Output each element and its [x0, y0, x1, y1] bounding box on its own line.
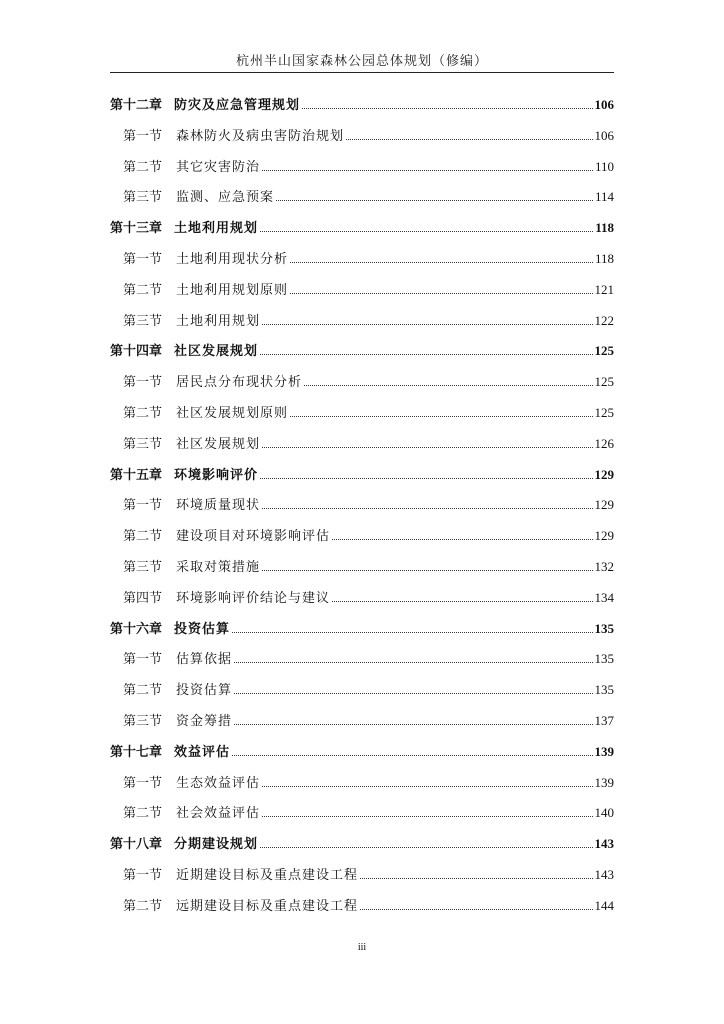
toc-entry-page: 129 [594, 466, 614, 482]
toc-entry-title: 土地利用规划原则 [176, 282, 289, 298]
toc-entry-page: 126 [594, 435, 614, 451]
toc-entry-label: 第一节 [123, 252, 163, 267]
header-divider [110, 72, 614, 73]
toc-chapter-entry[interactable] [110, 742, 614, 760]
toc-chapter-entry[interactable] [110, 834, 614, 852]
toc-entry-page: 139 [594, 774, 614, 790]
toc-entry-title: 环境质量现状 [176, 498, 261, 514]
toc-dot-leader [232, 755, 592, 756]
toc-entry-page: 122 [594, 312, 614, 328]
toc-entry-page: 110 [594, 158, 614, 174]
toc-entry-title: 环境影响评价 [174, 467, 259, 483]
toc-chapter-entry[interactable] [110, 465, 614, 483]
toc-section-entry[interactable] [110, 557, 614, 575]
toc-chapter-entry[interactable] [110, 619, 614, 637]
toc-entry-label: 第一节 [123, 128, 163, 144]
toc-entry-page: 125 [594, 405, 614, 420]
toc-dot-leader [332, 539, 592, 540]
toc-entry-label: 第三节 [123, 714, 163, 729]
toc-entry-title: 社区发展规划 [174, 344, 259, 360]
toc-entry-title: 近期建设目标及重点建设工程 [176, 868, 359, 883]
toc-entry-page: 143 [594, 867, 614, 882]
toc-entry-label: 第二节 [123, 406, 163, 421]
toc-section-entry[interactable] [110, 403, 614, 421]
toc-entry-title: 环境影响评价结论与建议 [176, 590, 331, 606]
toc-dot-leader [262, 324, 592, 325]
toc-dot-leader [302, 108, 592, 109]
toc-entry-title: 投资估算 [176, 683, 233, 699]
toc-entry-label: 第四节 [123, 590, 163, 606]
toc-entry-label: 第二节 [123, 159, 163, 175]
toc-dot-leader [262, 570, 592, 571]
toc-entry-title: 资金筹措 [176, 714, 233, 729]
toc-dot-leader [260, 847, 592, 848]
toc-entry-title: 社区发展规划 [176, 436, 261, 452]
toc-entry-label: 第十七章 [110, 744, 163, 760]
toc-dot-leader [260, 231, 593, 232]
toc-entry-label: 第二节 [123, 898, 163, 914]
toc-dot-leader [304, 385, 592, 386]
toc-entry-label: 第三节 [123, 560, 163, 575]
toc-entry-page: 139 [594, 743, 614, 759]
toc-entry-label: 第二节 [123, 806, 163, 822]
toc-entry-title: 土地利用规划 [176, 313, 261, 329]
toc-dot-leader [360, 878, 592, 879]
toc-entry-title: 居民点分布现状分析 [176, 375, 303, 391]
toc-dot-leader [360, 909, 592, 910]
toc-dot-leader [262, 508, 592, 509]
toc-entry-title: 估算依据 [176, 652, 233, 668]
toc-dot-leader [232, 632, 592, 633]
toc-section-entry[interactable] [110, 803, 614, 821]
toc-section-entry[interactable] [110, 495, 614, 513]
toc-entry-label: 第三节 [123, 190, 163, 206]
toc-entry-page: 129 [594, 528, 614, 544]
toc-entry-label: 第十三章 [110, 221, 163, 237]
toc-section-entry[interactable] [110, 311, 614, 329]
toc-entry-title: 建设项目对环境影响评估 [176, 529, 331, 545]
toc-section-entry[interactable] [110, 249, 614, 267]
toc-section-entry[interactable] [110, 896, 614, 914]
toc-entry-title: 防灾及应急管理规划 [174, 98, 301, 113]
toc-dot-leader [260, 478, 592, 479]
toc-entry-title: 投资估算 [174, 621, 231, 637]
toc-entry-page: 144 [594, 897, 614, 913]
toc-entry-label: 第一节 [123, 498, 163, 514]
toc-entry-page: 135 [594, 651, 614, 667]
toc-dot-leader [290, 416, 592, 417]
toc-entry-label: 第十八章 [110, 837, 163, 853]
toc-entry-title: 其它灾害防治 [176, 159, 261, 175]
toc-entry-title: 土地利用规划 [174, 221, 259, 237]
toc-entry-title: 采取对策措施 [176, 560, 261, 575]
toc-section-entry[interactable] [110, 434, 614, 452]
toc-section-entry[interactable] [110, 649, 614, 667]
toc-entry-label: 第二节 [123, 282, 163, 298]
toc-entry-label: 第三节 [123, 313, 163, 329]
toc-chapter-entry[interactable] [110, 218, 614, 236]
toc-section-entry[interactable] [110, 126, 614, 144]
toc-entry-label: 第十四章 [110, 344, 163, 360]
toc-dot-leader [276, 200, 593, 201]
toc-entry-page: 140 [594, 805, 614, 821]
toc-dot-leader [260, 354, 592, 355]
toc-dot-leader [290, 262, 593, 263]
toc-entry-title: 森林防火及病虫害防治规划 [176, 128, 345, 144]
toc-entry-page: 132 [594, 559, 614, 574]
toc-dot-leader [346, 139, 592, 140]
toc-entry-page: 135 [594, 682, 614, 698]
toc-section-entry[interactable] [110, 157, 614, 175]
toc-entry-title: 社区发展规划原则 [176, 406, 289, 421]
toc-entry-label: 第一节 [123, 868, 163, 883]
toc-entry-page: 121 [594, 281, 614, 297]
toc-entry-page: 106 [594, 127, 614, 143]
toc-dot-leader [290, 293, 592, 294]
toc-entry-title: 社会效益评估 [176, 806, 261, 822]
footer-page-number: iii [357, 942, 367, 953]
toc-dot-leader [262, 786, 592, 787]
toc-entry-page: 129 [594, 497, 614, 513]
toc-section-entry[interactable] [110, 865, 614, 883]
toc-entry-page: 137 [594, 713, 614, 728]
toc-section-entry[interactable] [110, 711, 614, 729]
toc-dot-leader [262, 816, 592, 817]
toc-entry-label: 第十二章 [110, 98, 163, 113]
toc-section-entry[interactable] [110, 372, 614, 390]
toc-entry-page: 118 [594, 251, 614, 266]
toc-entry-title: 监测、应急预案 [176, 190, 275, 206]
toc-section-entry[interactable] [110, 526, 614, 544]
toc-section-entry[interactable] [110, 588, 614, 606]
toc-dot-leader [234, 662, 592, 663]
toc-dot-leader [234, 693, 592, 694]
toc-dot-leader [262, 170, 593, 171]
toc-entry-page: 114 [594, 189, 614, 205]
toc-entry-page: 106 [594, 97, 614, 112]
toc-dot-leader [262, 447, 592, 448]
toc-entry-page: 143 [594, 836, 614, 852]
toc-entry-label: 第三节 [123, 436, 163, 452]
toc-section-entry[interactable] [110, 680, 614, 698]
toc-entry-label: 第十六章 [110, 621, 163, 637]
toc-chapter-entry[interactable] [110, 95, 614, 113]
toc-entry-title: 远期建设目标及重点建设工程 [176, 898, 359, 914]
toc-entry-page: 135 [594, 620, 614, 636]
toc-section-entry[interactable] [110, 280, 614, 298]
toc-section-entry[interactable] [110, 773, 614, 791]
toc-entry-page: 134 [594, 589, 614, 605]
toc-chapter-entry[interactable] [110, 341, 614, 359]
toc-entry-label: 第二节 [123, 529, 163, 545]
toc-entry-label: 第一节 [123, 652, 163, 668]
toc-dot-leader [332, 601, 592, 602]
toc-entry-label: 第一节 [123, 375, 163, 391]
toc-entry-label: 第十五章 [110, 467, 163, 483]
toc-section-entry[interactable] [110, 187, 614, 205]
toc-entry-page: 125 [594, 374, 614, 390]
page-header-title: 杭州半山国家森林公园总体规划（修编） [235, 54, 488, 69]
toc-entry-title: 分期建设规划 [174, 837, 259, 853]
toc-entry-label: 第二节 [123, 683, 163, 699]
toc-entry-title: 效益评估 [174, 744, 231, 760]
toc-entry-page: 125 [594, 343, 614, 359]
toc-entry-label: 第一节 [123, 775, 163, 791]
toc-entry-title: 土地利用现状分析 [176, 252, 289, 267]
toc-entry-page: 118 [595, 220, 614, 236]
toc-dot-leader [234, 724, 592, 725]
toc-entry-title: 生态效益评估 [176, 775, 261, 791]
